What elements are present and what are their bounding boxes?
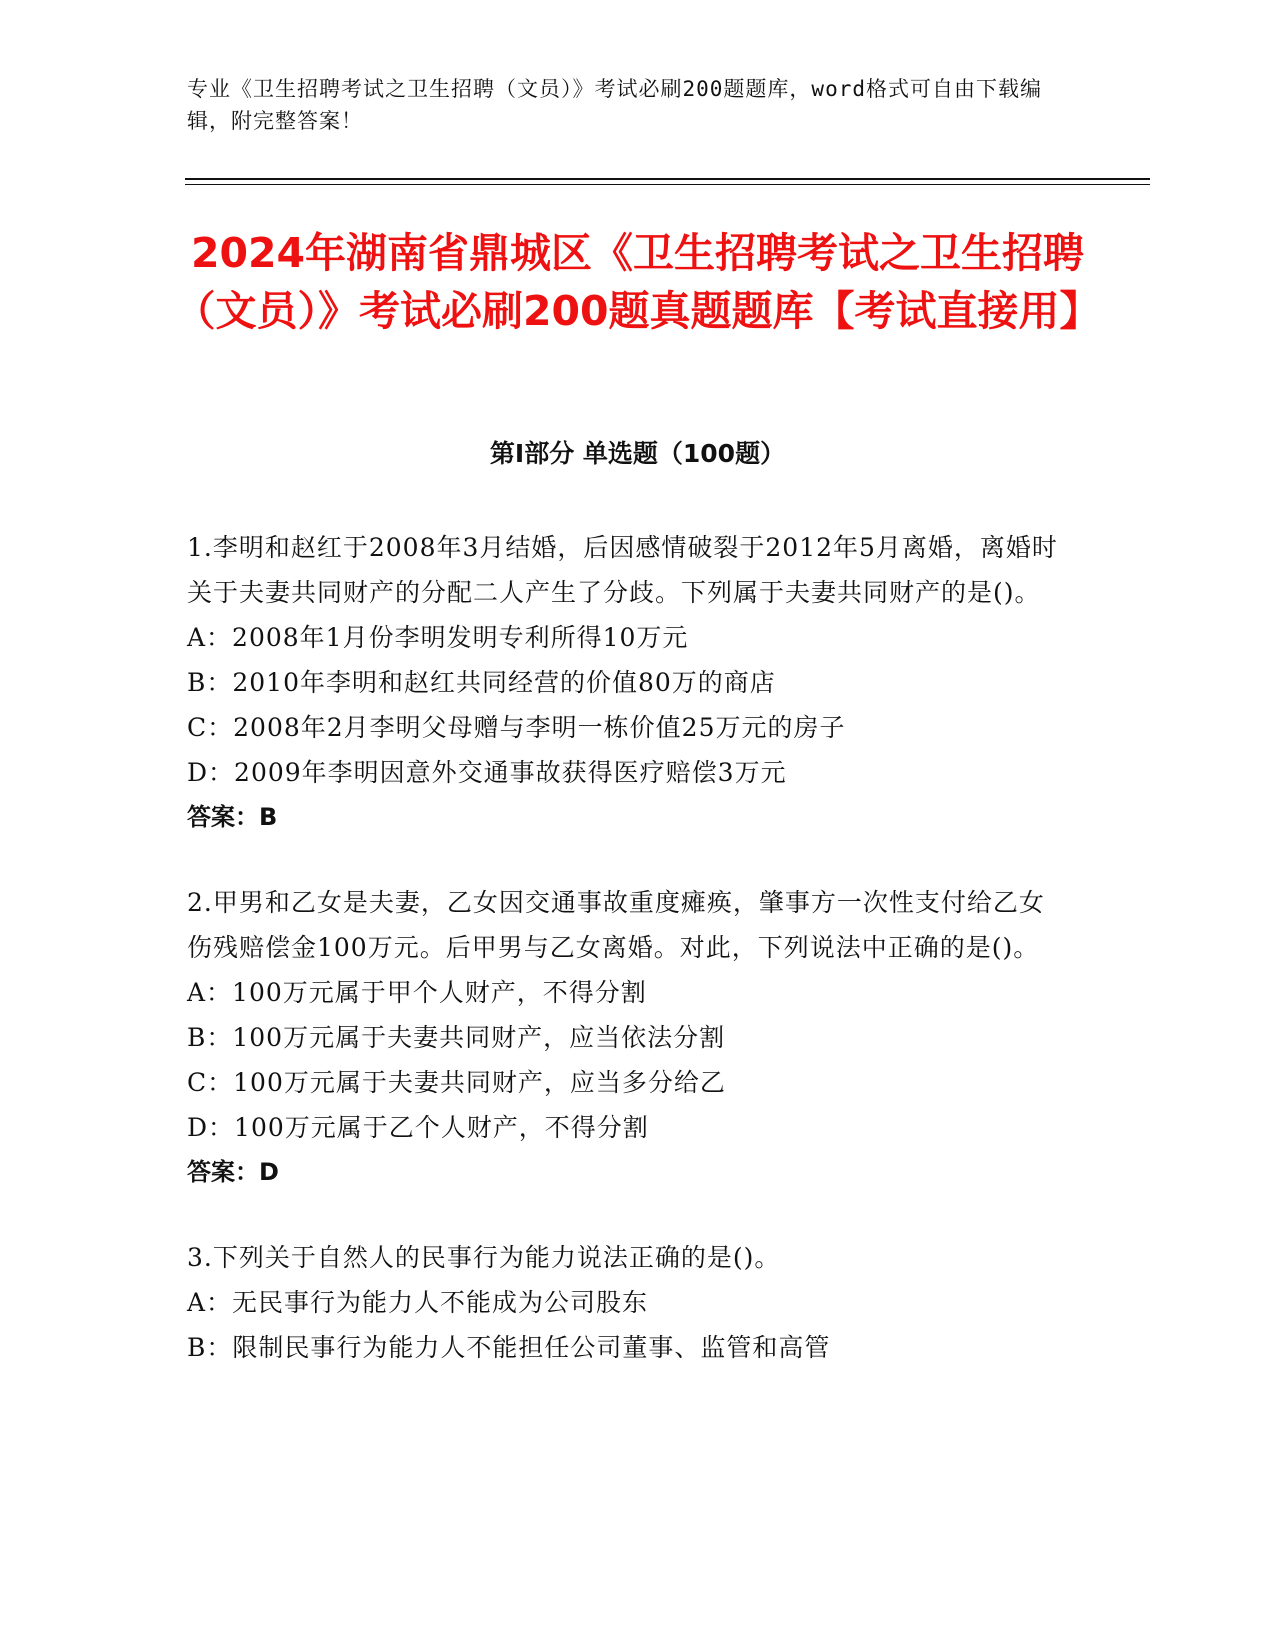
option-d: D：2009年李明因意外交通事故获得医疗赔偿3万元 bbox=[187, 758, 787, 787]
option-c: C：100万元属于夫妻共同财产，应当多分给乙 bbox=[187, 1068, 726, 1097]
option-b: B：2010年李明和赵红共同经营的价值80万的商店 bbox=[187, 668, 776, 697]
section-title: 第Ⅰ部分 单选题（100题） bbox=[489, 439, 786, 468]
option-d: D：100万元属于乙个人财产，不得分割 bbox=[187, 1113, 649, 1142]
question-stem: 2.甲男和乙女是夫妻，乙女因交通事故重度瘫痪，肇事方一次性支付给乙女伤残赔偿金100万元。后甲男与乙女离婚。对此，下列说法中正确的是()。 bbox=[187, 888, 1045, 962]
question-1 bbox=[187, 525, 1067, 840]
question-2 bbox=[187, 880, 1067, 1195]
option-a: A：2008年1月份李明发明专利所得10万元 bbox=[187, 623, 689, 652]
header-note: 专业《卫生招聘考试之卫生招聘（文员）》考试必刷200题题库，word格式可自由下载编辑，附完整答案！ bbox=[187, 77, 1042, 133]
option-a: A：100万元属于甲个人财产，不得分割 bbox=[187, 978, 647, 1007]
question-stem: 3.下列关于自然人的民事行为能力说法正确的是()。 bbox=[187, 1243, 781, 1272]
header-divider-thick bbox=[185, 178, 1150, 180]
question-stem: 1.李明和赵红于2008年3月结婚，后因感情破裂于2012年5月离婚，离婚时关于夫妻共同财产的分配二人产生了分歧。下列属于夫妻共同财产的是()。 bbox=[187, 533, 1058, 607]
option-b: B：100万元属于夫妻共同财产，应当依法分割 bbox=[187, 1023, 726, 1052]
question-list bbox=[187, 525, 1067, 1410]
answer: 答案：D bbox=[187, 1158, 279, 1186]
answer: 答案：B bbox=[187, 803, 278, 831]
header-divider-thin bbox=[185, 184, 1150, 185]
option-a: A：无民事行为能力人不能成为公司股东 bbox=[187, 1288, 649, 1317]
document-title: 2024年湖南省鼎城区《卫生招聘考试之卫生招聘（文员）》考试必刷200题真题题库【考试直接用】 bbox=[174, 229, 1101, 335]
question-3 bbox=[187, 1235, 1067, 1370]
option-c: C：2008年2月李明父母赠与李明一栋价值25万元的房子 bbox=[187, 713, 846, 742]
option-b: B：限制民事行为能力人不能担任公司董事、监管和高管 bbox=[187, 1333, 831, 1362]
